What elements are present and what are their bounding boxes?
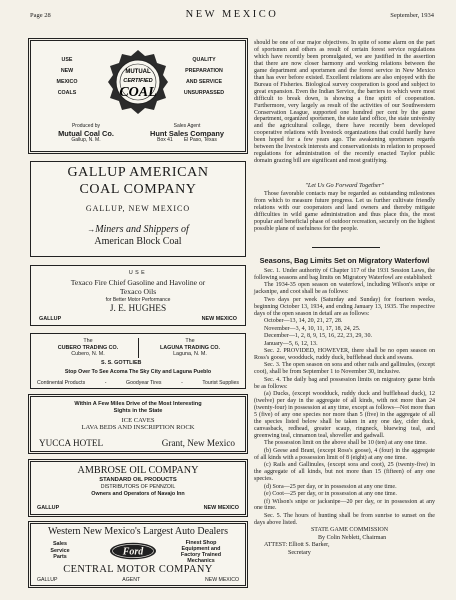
regulation-paragraph: Sec. 1. Under authority of Chapter 117 of the 1931 Session Laws, the following seasons and bag limits on Migratory Waterfowl are established: [254, 268, 435, 281]
yucca-hotel-ad [30, 396, 246, 452]
page-header [30, 10, 434, 24]
slogan-line: QUALITY [192, 57, 216, 63]
product-row [37, 380, 239, 386]
company-name-line2: COAL COMPANY [79, 182, 197, 197]
dealer-name: CENTRAL MOTOR COMPANY [63, 564, 213, 575]
ornament-icon: → [87, 225, 96, 234]
producer-block [41, 123, 131, 144]
separator: - [181, 380, 183, 386]
slogan-line: PREPARATION [185, 68, 223, 74]
regulation-paragraph: Sec. 5. The hours of hunting shall be from sunrise to sunset on the days above listed. [254, 512, 435, 526]
issue-date: September, 1934 [390, 12, 434, 19]
article-motto: "Let Us Go Forward Together" [305, 182, 384, 189]
dealer-state: NEW MEXICO [204, 577, 239, 583]
agent-address: Box 41 El Paso, Texas [157, 137, 217, 143]
performance-line: for Better Motor Performance [105, 297, 171, 303]
owners-line: Owners and Operators of Navajo Inn [91, 491, 185, 497]
commission-name: STATE GAME COMMISSION [310, 527, 389, 534]
headline-line1: Within A Few Miles Drive of the Most Interesting [74, 401, 202, 407]
logo-text-top: MUTUAL [125, 69, 151, 75]
mutual-coal-ad [30, 40, 246, 152]
trading-company-ad [30, 333, 246, 389]
agent-label: Sales Agent [173, 123, 201, 129]
texaco-hughes-ad [30, 265, 246, 326]
tagline-line1 [31, 224, 245, 235]
divider [138, 338, 139, 358]
regulation-paragraph: (c) Rails and Gallinules, (except sora and coot), 25 (twenty-five) in the aggregate of all kinds, but not more than 15 (fifteen) of any one species. [254, 462, 435, 483]
agent-name: Hunt Sales Company [150, 129, 224, 138]
company-city: GALLUP, NEW MEXICO [85, 204, 191, 213]
stop-over-line: Stop Over To See Acoma The Sky City and Laguna Pueblo [64, 369, 212, 375]
dealer-role: AGENT [122, 577, 141, 583]
separator: - [104, 380, 107, 386]
attraction-line1: ICE CAVES [121, 417, 155, 424]
producer-name: Mutual Coal Co. [58, 129, 114, 138]
regulation-paragraph: (a) Ducks, (except woodduck, ruddy duck and bufflehead duck), 12 (twelve) per day in the aggregate of all kinds, with not more than 24 (twenty-four) in possession at any time, except as follows—Not more than 5 (five) of any one species nor more than 5 (five) in the aggregate of all the species listed below shall be taken in any one day, cider duck, canvasback, redhead, greater scaup, ringneck, bluewing teal, and greenwing teal, cinnamon teal, shoveller and gadwall. [254, 391, 435, 439]
the-label: The [185, 338, 195, 344]
product-item: Continental Products [37, 380, 86, 386]
regulation-paragraph: (f) Wilson's snipe or jacksnipe—20 per day, or in possession at any one time. [254, 498, 435, 512]
sales-agent-block [137, 123, 237, 144]
mutual-certified-coal-logo [107, 49, 169, 115]
company-state: NEW MEXICO [203, 505, 239, 511]
article-body [254, 191, 435, 233]
slogan-line: USE [61, 57, 73, 63]
slogan-line: MEXICO [56, 79, 78, 85]
date-line: December—1, 2, 8, 9, 15, 16, 22, 23, 29, 30. [264, 333, 372, 340]
slogan-line: COALS [57, 90, 77, 96]
central-motor-ad [30, 523, 246, 586]
logo-text-mid: CERTIFIED [123, 78, 153, 84]
date-line: November—3, 4, 10, 11, 17, 18, 24, 25. [264, 325, 361, 332]
distributor-line: DISTRIBUTORS OF PENNZOIL [100, 484, 176, 490]
magazine-title: NEW MEXICO [185, 9, 279, 20]
gallup-american-coal-ad [30, 161, 246, 257]
regulation-paragraph: (e) Coot—25 per day, or in possession at any one time. [264, 491, 397, 498]
signer-name: S. S. GOTTLIEB [101, 360, 142, 366]
laguna-city: Laguna, N. M. [173, 351, 207, 358]
cubero-city: Cubero, N. M. [71, 351, 105, 358]
cubero-name: CUBERO TRADING CO. [57, 344, 119, 351]
produced-label: Produced by [71, 123, 101, 129]
the-label: The [83, 338, 93, 344]
feature-item: Equipment and [181, 546, 221, 552]
laguna-name: LAGUNA TRADING CO. [160, 344, 220, 351]
product-line: Texaco Fire Chief Gasoline and Havoline or [70, 278, 206, 287]
page-number: Page 28 [30, 12, 51, 19]
regulations-body [254, 268, 435, 557]
date-line: October—13, 14, 20, 21, 27, 28. [264, 318, 343, 325]
service-item: Parts [53, 554, 67, 561]
headline: Western New Mexico's Largest Auto Dealers [48, 526, 228, 537]
laguna-block [145, 338, 235, 358]
dealer-city: GALLUP [39, 316, 62, 322]
attest-line: ATTEST: Elliott S. Barker, [264, 542, 330, 549]
service-item: Service [50, 547, 70, 554]
tagline-text: Miners and Shippers of [95, 224, 189, 235]
regulation-paragraph: Sec. 4. The daily bag and possession limits on migratory game birds be as follows: [254, 376, 435, 390]
shop-features [169, 540, 233, 564]
chairman-signature: By Colin Neblett, Chairman [318, 534, 387, 541]
mutual-right-slogan [173, 55, 235, 99]
company-name: AMBROSE OIL COMPANY [77, 465, 199, 476]
ford-oval-text: Ford [122, 546, 144, 558]
tagline-line2: American Block Coal [94, 236, 182, 247]
feature-item: Finest Shop [185, 540, 217, 546]
regulation-paragraph: The 1934-35 open season on waterfowl, including Wilson's snipe or jacksnipe, and coot shall be as follows: [254, 282, 435, 296]
regulation-paragraph: (b) Geese and Brant, (except Ross's goose), 4 (four) in the aggregate of all kinds with a possession limit of 8 (eight) at any one time. [254, 447, 435, 461]
services-list [45, 541, 75, 561]
article-intro [254, 40, 435, 166]
regulation-paragraph: Sec. 3. The open season on sora and other rails and gallinules, (except coot), shall be from September 1 to November 30, inclusive. [254, 362, 435, 376]
mutual-left-slogan [39, 55, 95, 99]
slogan-line: AND SERVICE [185, 79, 223, 85]
dealer-footer [37, 577, 239, 583]
logo-text-bottom: COAL [119, 85, 157, 100]
secretary-title: Secretary [288, 549, 311, 556]
regulation-paragraph: Sec. 2. PROVIDED, HOWEVER, there shall be no open season on Ross's goose, woodduck, ruddy duck, bufflehead duck and swans. [254, 347, 435, 361]
regulation-paragraph: The possession limit on the above shall be 10 (ten) at any one time. [264, 440, 427, 447]
hotel-city: Grant, New Mexico [161, 438, 235, 448]
product-item: Goodyear Tires [126, 380, 162, 386]
cubero-block [43, 338, 133, 358]
product-line-2: Texaco Oils [119, 287, 157, 296]
section-heading: Seasons, Bag Limits Set on Migratory Waterfowl [259, 256, 430, 265]
use-label: USE [128, 270, 148, 276]
ford-oval-logo [109, 542, 157, 560]
company-city: GALLUP [37, 505, 60, 511]
dealer-city: GALLUP [37, 577, 58, 583]
slogan-line: NEW [60, 68, 74, 74]
attraction-line2: LAVA BEDS AND INSCRIPTION ROCK [81, 424, 195, 431]
article-paragraph: Those favorable contacts may be regarded as outstanding milestones from which to measure future progress. Let us further cultivate friendly relations with our cooperators and land owners and thereby mitigate difficulties in wild game administration and thus place this, the most popular and beneficial phase of outdoor recreation, securely on the highest possible plane of usefulness for the people. [254, 191, 435, 232]
regulation-paragraph: Two days per week (Saturday and Sunday) for fourteen weeks, beginning October 13, 1934, and ending January 13, 1935. The respective days of the open season in detail are as follows: [254, 296, 435, 317]
ambrose-oil-ad [30, 461, 246, 515]
hotel-name: YUCCA HOTEL [39, 438, 104, 448]
date-line: January—5, 6, 12, 13. [264, 340, 318, 347]
feature-item: Factory Trained [180, 552, 222, 558]
company-name-line1: GALLUP AMERICAN [67, 165, 209, 180]
producer-city: Gallup, N. M. [71, 137, 101, 143]
dealer-state: NEW MEXICO [201, 316, 237, 322]
products-line: STANDARD OIL PRODUCTS [99, 477, 177, 483]
product-item: Tourist Supplies [202, 380, 239, 386]
article-paragraph: should be one of our major objectives. In spite of some alarm on the part of sportsmen and others as result of certain forest service regulations which have recently been promulgated, we are justified in the assertion that there are now closer harmony and working relations between the game department and sportsmen and the forest service in New Mexico than has ever before existed. Excellent relations are also enjoyed with the Bureau of Fisheries. Biological survey cooperation is good and subject to great expansion. Even the Indian Service, the barriers to which were most difficult to break down, is showing a fine spirit of cooperation. Furthermore, very largely as result of the activities of our Southwestern Conservation League, supported one hundred per cent by the game department, organized sportsmen, the state land office, the state university and the agricultural college, there have recently been developed cooperative relations with livestock organizations that could hardly have been hoped for a few years ago. The awakening sportsmen regards between the livestock interests and conservationists in relation to proposed regulations for administration of the recently enacted Taylor public domain grazing bill are significant and most gratifying. [254, 40, 435, 165]
service-item: Sales [52, 541, 68, 547]
regulation-paragraph: (d) Sora—25 per day, or in possession at any one time. [264, 483, 397, 490]
section-divider [312, 247, 380, 248]
feature-item: Mechanics [187, 558, 215, 564]
slogan-line: UNSURPASSED [183, 90, 225, 96]
headline-line2: Sights in the State [113, 408, 163, 414]
dealer-name: J. E. HUGHES [109, 304, 167, 314]
